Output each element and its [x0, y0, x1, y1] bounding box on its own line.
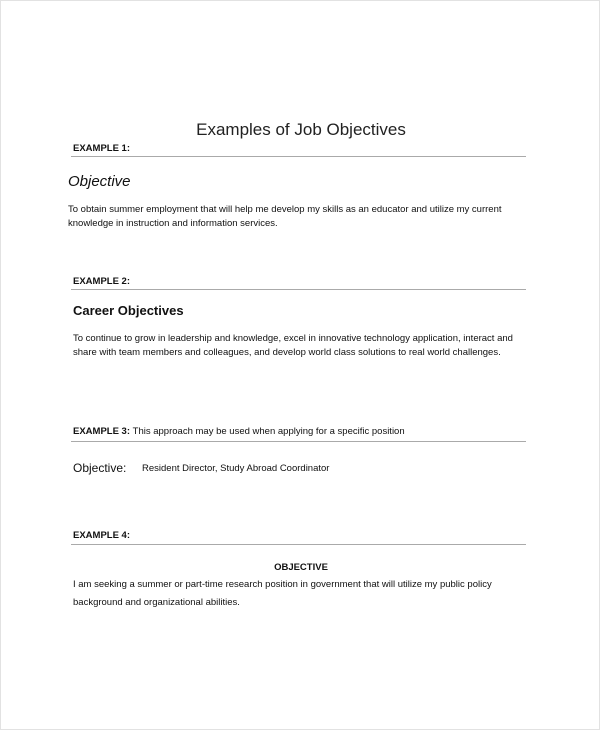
- divider: [71, 544, 526, 545]
- example-1-label: EXAMPLE 1:: [73, 143, 131, 154]
- divider: [71, 441, 526, 442]
- example-4-text: I am seeking a summer or part-time research position in government that will utilize my public policy background and organizational abilities.: [73, 579, 492, 608]
- example-2-label: EXAMPLE 2:: [73, 276, 131, 287]
- example-3-text: Resident Director, Study Abroad Coordinator: [142, 463, 330, 474]
- example-2-heading: Career Objectives: [73, 303, 184, 318]
- example-3-label-text: EXAMPLE 3:: [73, 426, 131, 437]
- example-2-text: To continue to grow in leadership and knowledge, excel in innovative technology application, interact and share with team members and colleagues, and develop world class solutions to real world challenges.: [73, 333, 513, 358]
- example-4-label: EXAMPLE 4:: [73, 530, 131, 541]
- example-4-heading: OBJECTIVE: [274, 562, 328, 573]
- example-1-text: To obtain summer employment that will help me develop my skills as an educator and utilize my current knowledge in instruction and information services.: [68, 204, 502, 229]
- document-title: Examples of Job Objectives: [196, 120, 406, 139]
- example-3-label: [73, 426, 405, 437]
- divider: [71, 156, 526, 157]
- example-1-heading: Objective: [68, 173, 131, 190]
- example-3-note: This approach may be used when applying for a specific position: [132, 426, 405, 437]
- divider: [71, 289, 526, 290]
- example-3-heading: Objective:: [73, 461, 127, 475]
